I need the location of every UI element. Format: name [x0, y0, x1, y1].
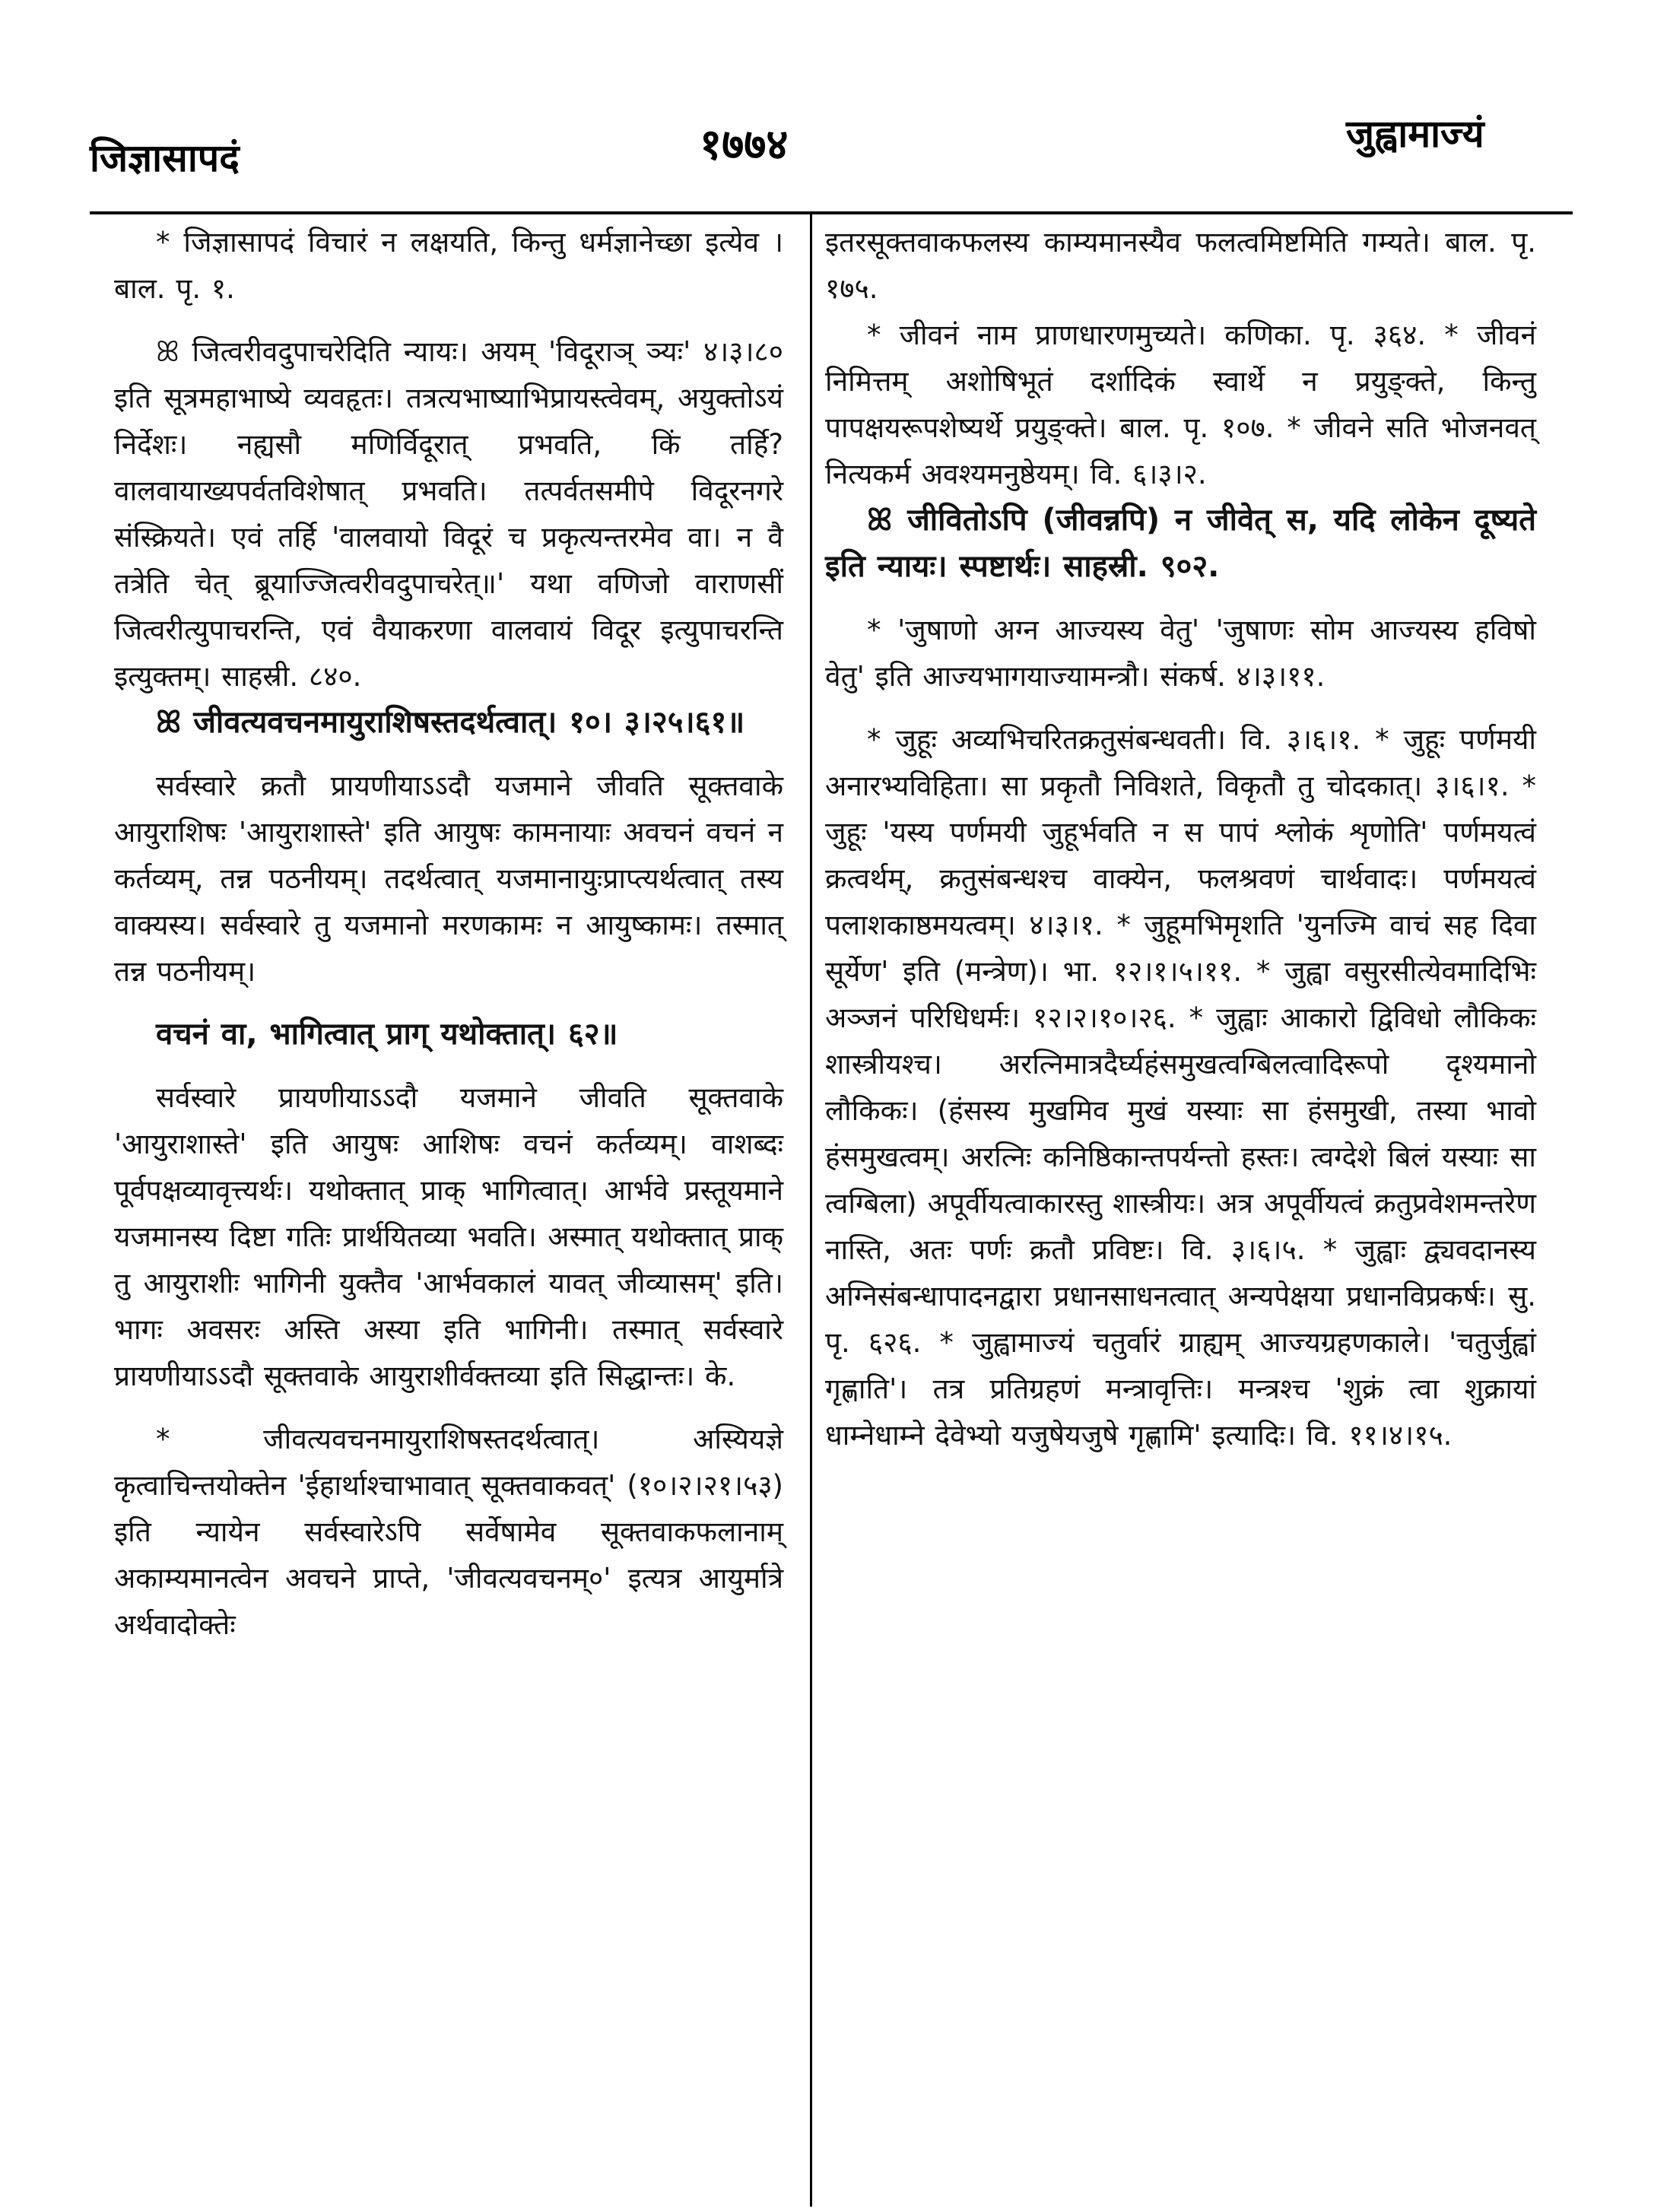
- paragraph: सर्वस्वारे क्रतौ प्रायणीयाऽऽदौ यजमाने जीवति सूक्तवाके आयुराशिषः 'आयुराशास्ते' इति आयुषः कामनायाः अवचनं वचनं न कर्तव्यम्, तन्न पठनीयम्। तदर्थत्वात् यजमानायुःप्राप्त्यर्थत्वात् तस्य वाक्यस्य। सर्वस्वारे तु यजमानो मरणकामः न आयुष्कामः। तस्मात् तन्न पठनीयम्।: [114, 770, 783, 988]
- paragraph: ꕤ जीवितोऽपि (जीवन्नपि) न जीवेत् स, यदि लोकेन दूष्यते इति न्यायः। स्पष्टार्थः। साहस्री. ९०२.: [825, 503, 1536, 584]
- right-column: [825, 219, 1536, 1458]
- paragraph: सर्वस्वारे प्रायणीयाऽऽदौ यजमाने जीवति सूक्तवाके 'आयुराशास्ते' इति आयुषः आशिषः वचनं कर्तव्यम्। वाशब्दः पूर्वपक्षव्यावृत्त्यर्थः। यथोक्तात् प्राक् भागित्वात्। आर्भवे प्रस्तूयमाने यजमानस्य दिष्टा गतिः प्रार्थयितव्या भवति। अस्मात् यथोक्तात् प्राक् तु आयुराशीः भागिनी युक्तैव 'आर्भवकालं यावत् जीव्यासम्' इति। भागः अवसरः अस्ति अस्या इति भागिनी। तस्मात् सर्वस्वारे प्रायणीयाऽऽदौ सूक्तवाके आयुराशीर्वक्तव्या इति सिद्धान्तः। के.: [114, 1081, 783, 1392]
- page-number: १७७४: [700, 120, 789, 170]
- left-column: [114, 219, 783, 1648]
- paragraph: * जुहूः अव्यभिचरितक्रतुसंबन्धवती। वि. ३।६।१. * जुहूः पर्णमयी अनारभ्यविहिता। सा प्रकृतौ निविशते, विकृतौ तु चोदकात्। ३।६।१. * जुहूः 'यस्य पर्णमयी जुहूर्भवति न स पापं श्लोकं शृणोति' पर्णमयत्वं क्रत्वर्थम्, क्रतुसंबन्धश्च वाक्येन, फलश्रवणं चार्थवादः। पर्णमयत्वं पलाशकाष्ठमयत्वम्। ४।३।१. * जुहूमभिमृशति 'युनज्मि वाचं सह दिवा सूर्येण' इति (मन्त्रेण)। भा. १२।१।५।११. * जुह्वा वसुरसीत्येवमादिभिः अञ्जनं परिधिधर्मः। १२।२।१०।२६. * जुह्वाः आकारो द्विविधो लौकिकः शास्त्रीयश्च। अरत्निमात्रदैर्घ्यहंसमुखत्वग्बिलत्वादिरूपो दृश्यमानो लौकिकः। (हंसस्य मुखमिव मुखं यस्याः सा हंसमुखी, तस्या भावो हंसमुखत्वम्। अरत्निः कनिष्ठिकान्तपर्यन्तो हस्तः। त्वग्देशे बिलं यस्याः सा त्वग्बिला) अपूर्वीयत्वाकारस्तु शास्त्रीयः। अत्र अपूर्वीयत्वं क्रतुप्रवेशमन्तरेण नास्ति, अतः पर्णः क्रतौ प्रविष्टः। वि. ३।६।५. * जुह्वाः द्व्यवदानस्य अग्निसंबन्धापादनद्वारा प्रधानसाधनत्वात् अन्यपेक्षया प्रधानविप्रकर्षः। सु. पृ. ६२६. * जुह्वामाज्यं चतुर्वारं ग्राह्यम् आज्यग्रहणकाले। 'चतुर्जुह्वां गृह्णाति'। तत्र प्रतिग्रहणं मन्त्रावृत्तिः। मन्त्रश्च 'शुक्रं त्वा शुक्रायां धाम्नेधाम्ने देवेभ्यो यजुषेयजुषे गृह्णामि' इत्यादिः। वि. ११।४।१५.: [825, 723, 1536, 1452]
- paragraph: * जीवत्यवचनमायुराशिषस्तदर्थत्वात्। अस्यियज्ञे कृत्वाचिन्तयोक्तेन 'ईहार्थाश्चाभावात् सूक्तवाकवत्' (१०।२।२१।५३) इति न्यायेन सर्वस्वारेऽपि सर्वेषामेव सूक्तवाकफलानाम् अकाम्यमानत्वेन अवचने प्राप्ते, 'जीवत्यवचनम्०' इत्यत्र आयुर्मात्रे अर्थवादोक्तेः: [114, 1423, 783, 1641]
- paragraph: ꕤ जीवत्यवचनमायुराशिषस्तदर्थत्वात्। १०। ३।२५।६१॥: [156, 705, 745, 740]
- running-head-right: जुह्वामाज्यं: [1346, 112, 1484, 156]
- column-divider: [810, 214, 812, 2207]
- header-rule: [90, 211, 1573, 214]
- paragraph: * 'जुषाणो अग्न आज्यस्य वेतु' 'जुषाणः सोम आज्यस्य हविषो वेतु' इति आज्यभागयाज्यामन्त्रौ। संकर्ष. ४।३।११.: [825, 614, 1536, 693]
- paragraph: ꕤ जित्वरीवदुपाचरेदिति न्यायः। अयम् 'विदूराञ् ञ्यः' ४।३।८० इति सूत्रमहाभाष्ये व्यवहृतः। तत्रत्यभाष्याभिप्रायस्त्वेवम्, अयुक्तोऽयं निर्देशः। नह्यसौ मणिर्विदूरात् प्रभवति, किं तर्हि? वालवायाख्यपर्वतविशेषात् प्रभवति। तत्पर्वतसमीपे विदूरनगरे संस्क्रियते। एवं तर्हि 'वालवायो विदूरं च प्रकृत्यन्तरमेव वा। न वै तत्रेति चेत् ब्रूयाज्जित्वरीवदुपाचरेत्॥' यथा वणिजो वाराणसीं जित्वरीत्युपाचरन्ति, एवं वैयाकरणा वालवायं विदूर इत्युपाचरन्ति इत्युक्तम्। साहस्री. ८४०.: [114, 335, 783, 693]
- paragraph: वचनं वा, भागित्वात् प्राग् यथोक्तात्। ६२॥: [156, 1017, 618, 1052]
- paragraph: * जीवनं नाम प्राणधारणमुच्यते। कणिका. पृ. ३६४. * जीवनं निमित्तम् अशोषिभूतं दर्शादिकं स्वार्थे न प्रयुङ्क्ते, किन्तु पापक्षयरूपशेष्यर्थे प्रयुङ्क्ते। बाल. पृ. १०७. * जीवने सति भोजनवत् नित्यकर्म अवश्यमनुष्ठेयम्। वि. ६।३।२.: [825, 319, 1536, 490]
- paragraph: * जिज्ञासापदं विचारं न लक्षयति, किन्तु धर्मज्ञानेच्छा इत्येव । बाल. पृ. १.: [114, 226, 783, 305]
- running-head-left: जिज्ञासापदं: [90, 136, 240, 180]
- paragraph: इतरसूक्तवाकफलस्य काम्यमानस्यैव फलत्वमिष्टमिति गम्यते। बाल. पृ. १७५.: [825, 226, 1536, 305]
